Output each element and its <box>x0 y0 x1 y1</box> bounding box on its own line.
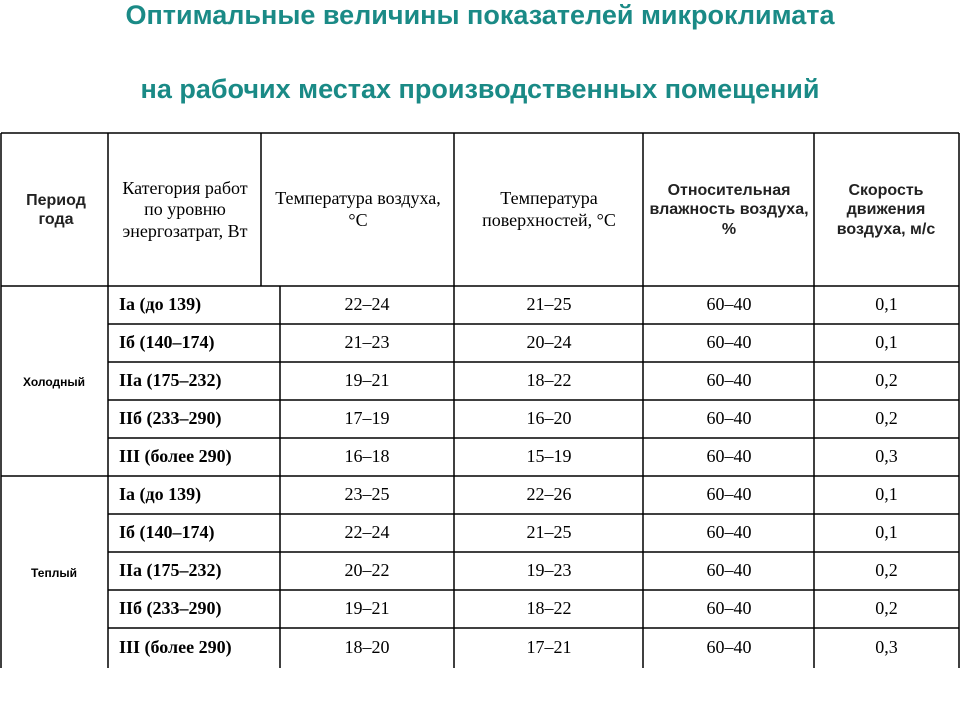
category-cell: IIб (233–290) <box>119 408 222 429</box>
surface-temperature-cell: 17–21 <box>526 637 572 658</box>
category-cell: Iб (140–174) <box>119 332 215 353</box>
surface-temperature-cell: 20–24 <box>526 332 572 353</box>
category-cell: Iб (140–174) <box>119 522 215 543</box>
air-speed-cell: 0,3 <box>875 446 898 467</box>
header-period: Период года <box>26 191 86 228</box>
air-speed-cell: 0,2 <box>875 598 898 619</box>
humidity-cell: 60–40 <box>706 560 752 581</box>
surface-temperature-cell: 21–25 <box>526 294 572 315</box>
air-temperature-cell: 20–22 <box>344 560 390 581</box>
air-temperature-cell: 21–23 <box>344 332 390 353</box>
air-speed-cell: 0,2 <box>875 370 898 391</box>
humidity-cell: 60–40 <box>706 484 752 505</box>
header-category: Категория работ по уровню энергозатрат, Вт <box>122 177 248 241</box>
surface-temperature-cell: 21–25 <box>526 522 572 543</box>
air-temperature-cell: 22–24 <box>344 522 390 543</box>
air-speed-cell: 0,3 <box>875 637 898 658</box>
header-air-speed: Скорость движения воздуха, м/с <box>836 182 936 238</box>
surface-temperature-cell: 19–23 <box>526 560 572 581</box>
humidity-cell: 60–40 <box>706 446 752 467</box>
surface-temperature-cell: 15–19 <box>526 446 572 467</box>
air-temperature-cell: 17–19 <box>344 408 390 429</box>
air-speed-cell: 0,2 <box>875 560 898 581</box>
category-cell: Ia (до 139) <box>119 484 202 505</box>
air-speed-cell: 0,1 <box>875 332 898 353</box>
air-temperature-cell: 18–20 <box>344 637 390 658</box>
header-surface-temperature: Температура поверхностей, °С <box>482 188 616 230</box>
air-speed-cell: 0,1 <box>875 522 898 543</box>
air-temperature-cell: 19–21 <box>344 370 390 391</box>
title-line-2: на рабочих местах производственных помещений <box>140 74 820 104</box>
surface-temperature-cell: 18–22 <box>526 370 572 391</box>
humidity-cell: 60–40 <box>706 408 752 429</box>
air-temperature-cell: 23–25 <box>344 484 390 505</box>
title-line-1: Оптимальные величины показателей микроклимата <box>125 0 835 30</box>
air-temperature-cell: 16–18 <box>344 446 390 467</box>
period-cold: Холодный <box>22 374 85 389</box>
category-cell: IIб (233–290) <box>119 598 222 619</box>
air-speed-cell: 0,1 <box>875 484 898 505</box>
air-speed-cell: 0,1 <box>875 294 898 315</box>
header-humidity: Относительная влажность воздуха, % <box>649 182 809 238</box>
category-cell: Ia (до 139) <box>119 294 202 315</box>
humidity-cell: 60–40 <box>706 332 752 353</box>
humidity-cell: 60–40 <box>706 637 752 658</box>
surface-temperature-cell: 16–20 <box>526 408 572 429</box>
air-temperature-cell: 22–24 <box>344 294 390 315</box>
air-speed-cell: 0,2 <box>875 408 898 429</box>
surface-temperature-cell: 18–22 <box>526 598 572 619</box>
humidity-cell: 60–40 <box>706 522 752 543</box>
category-cell: IIa (175–232) <box>119 560 222 581</box>
category-cell: III (более 290) <box>119 446 232 467</box>
humidity-cell: 60–40 <box>706 598 752 619</box>
humidity-cell: 60–40 <box>706 294 752 315</box>
category-cell: III (более 290) <box>119 637 232 658</box>
air-temperature-cell: 19–21 <box>344 598 390 619</box>
header-air-temperature: Температура воздуха, °С <box>275 188 441 230</box>
surface-temperature-cell: 22–26 <box>526 484 572 505</box>
humidity-cell: 60–40 <box>706 370 752 391</box>
period-warm: Теплый <box>31 565 77 580</box>
category-cell: IIa (175–232) <box>119 370 222 391</box>
